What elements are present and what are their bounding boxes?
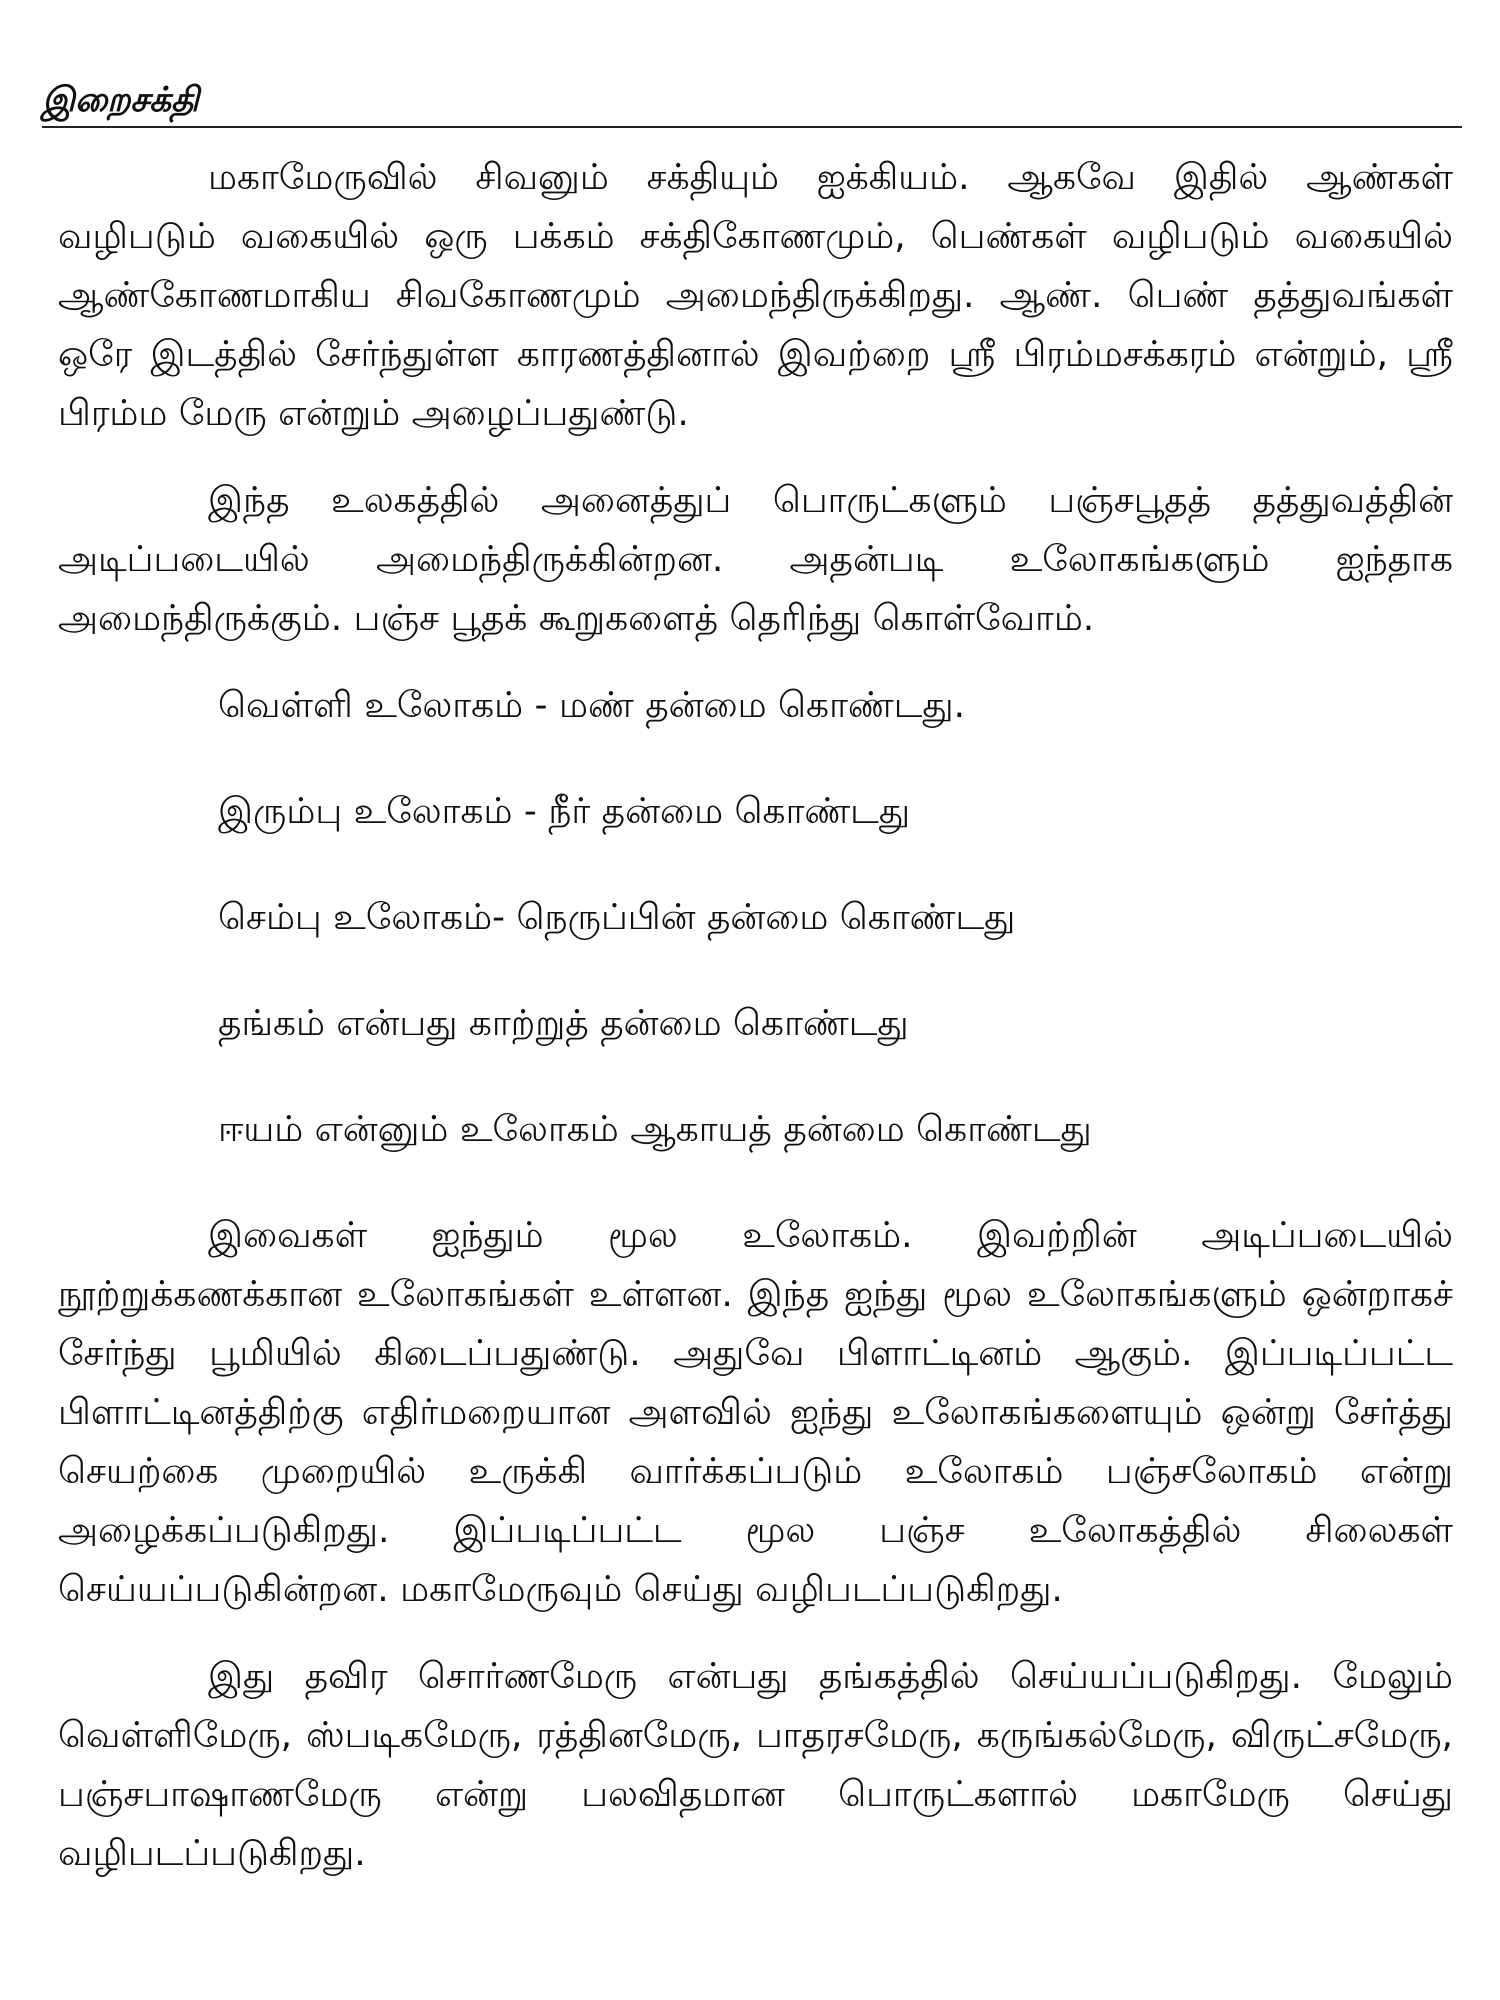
header-title: இறைசக்தி: [42, 80, 199, 120]
list-item: ஈயம் என்னும் உலோகம் ஆகாயத் தன்மை கொண்டது: [218, 1109, 1092, 1150]
paragraph-mahameru: மகாமேருவில் சிவனும் சக்தியும் ஐக்கியம். ஆகவே இதில் ஆண்கள் வழிபடும் வகையில் ஒரு பக்கம் சக்திகோணமும், பெண்கள் வழிபடும் வகையில் ஆண்கோணமாகிய சிவகோணமும் அமைந்திருக்கிறது. ஆண். பெண் தத்துவங்கள் ஒரே இடத்தில் சேர்ந்துள்ள காரணத்தினால் இவற்றை ஸ்ரீ பிரம்மசக்கரம் என்றும், ஸ்ரீ பிரம்ம மேரு என்றும் அழைப்பதுண்டு.: [58, 157, 1453, 434]
paragraph-pancha-bhoota: இந்த உலகத்தில் அனைத்துப் பொருட்களும் பஞ்சபூதத் தத்துவத்தின் அடிப்படையில் அமைந்திருக்கின்றன. அதன்படி உலோகங்களும் ஐந்தாக அமைந்திருக்கும். பஞ்ச பூதக் கூறுகளைத் தெரிந்து கொள்வோம்.: [58, 480, 1453, 639]
paragraph-meru-types: இது தவிர சொர்ணமேரு என்பது தங்கத்தில் செய்யப்படுகிறது. மேலும் வெள்ளிமேரு, ஸ்படிகமேரு, ரத்தினமேரு, பாதரசமேரு, கருங்கல்மேரு, விருட்சமேரு, பஞ்சபாஷாணமேரு என்று பலவிதமான பொருட்களால் மகாமேரு செய்து வழிபடப்படுகிறது.: [58, 1656, 1453, 1874]
page-body: [58, 148, 1453, 1911]
list-item: தங்கம் என்பது காற்றுத் தன்மை கொண்டது: [218, 1003, 909, 1044]
list-item: செம்பு உலோகம்- நெருப்பின் தன்மை கொண்டது: [218, 897, 1016, 938]
list-item: இரும்பு உலோகம் - நீர் தன்மை கொண்டது: [218, 791, 911, 832]
metal-element-list: [58, 676, 1453, 1159]
running-header: [42, 78, 1462, 128]
paragraph-panchaloham: இவைகள் ஐந்தும் மூல உலோகம். இவற்றின் அடிப்படையில் நூற்றுக்கணக்கான உலோகங்கள் உள்ளன. இந்த ஐந்து மூல உலோகங்களும் ஒன்றாகச் சேர்ந்து பூமியில் கிடைப்பதுண்டு. அதுவே பிளாட்டினம் ஆகும். இப்படிப்பட்ட பிளாட்டினத்திற்கு எதிர்மறையான அளவில் ஐந்து உலோகங்களையும் ஒன்று சேர்த்து செயற்கை முறையில் உருக்கி வார்க்கப்படும் உலோகம் பஞ்சலோகம் என்று அழைக்கப்படுகிறது. இப்படிப்பட்ட மூல பஞ்ச உலோகத்தில் சிலைகள் செய்யப்படுகின்றன. மகாமேருவும் செய்து வழிபடப்படுகிறது.: [58, 1215, 1453, 1610]
list-item: வெள்ளி உலோகம் - மண் தன்மை கொண்டது.: [218, 685, 966, 726]
